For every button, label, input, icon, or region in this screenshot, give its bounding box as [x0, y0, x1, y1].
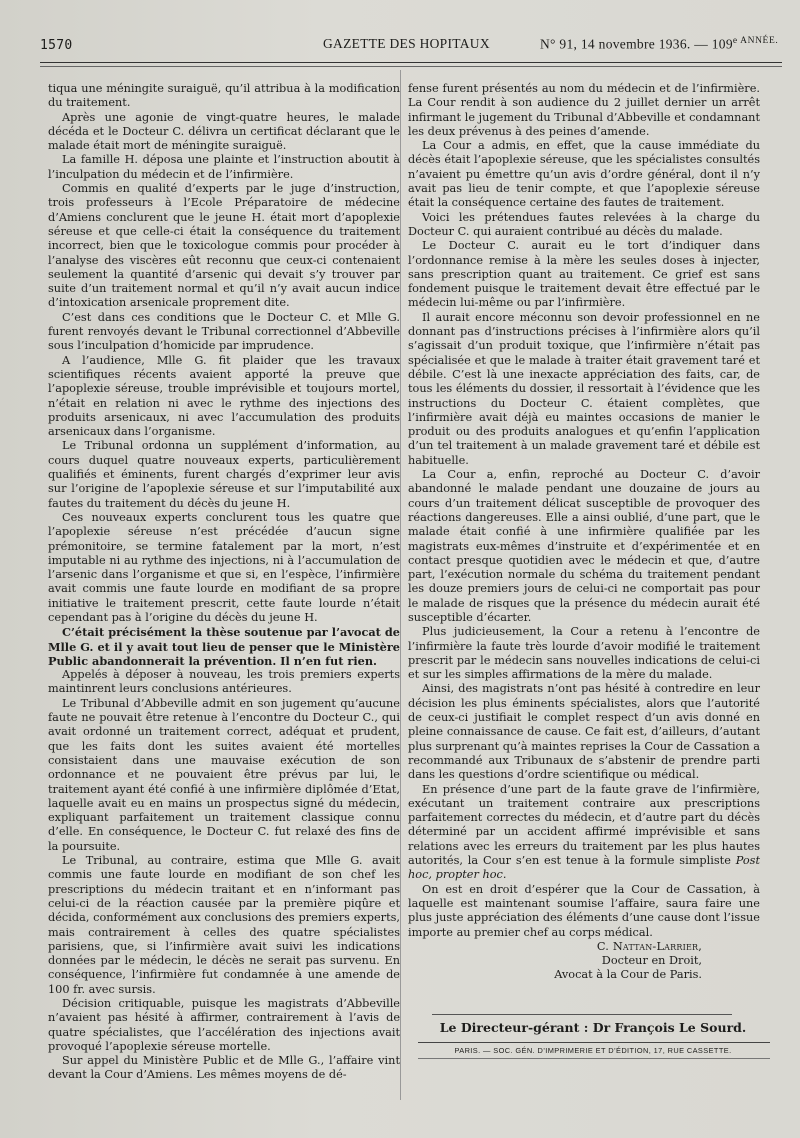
paragraph: Décision critiquable, puisque les magistrats d’Abbeville n’avaient pas hésité à affirmer, contrairement à l’avis de quatre spécialistes, que l’accélération des injections avait provoqué l’apoplexie séreuse mortelle.	[48, 997, 400, 1053]
imprint-rule	[418, 1042, 770, 1043]
paragraph: Le Tribunal d’Abbeville admit en son jugement qu’aucune faute ne pouvait être retenue à l’encontre du Docteur C., qui avait ordonné un traitement correct, adéquat et prudent, que les faits dont les suites avaient été mortelles consistaient dans une mauvaise exécution de son ordonnance et ne pouvaient être prévus par lui, le traitement ayant été confié à une infirmière diplômée d’Etat, laquelle avait eu en mains un prospectus signé du médecin, expliquant parfaitement un traitement classique connu d’elle. En conséquence, le Docteur C. fut relaxé des fins de la poursuite.	[48, 696, 400, 853]
paragraph: Plus judicieusement, la Cour a retenu à l’encontre de l’infirmière la faute très lourde d’avoir modifié le traitement prescrit par le médecin sans nouvelles indications de celui-ci et sur les simples affirmations de la mère du malade.	[408, 625, 760, 682]
signature-name	[408, 940, 760, 954]
paragraph: Appelés à déposer à nouveau, les trois premiers experts maintinrent leurs conclusions antérieures.	[48, 668, 400, 696]
signature-title-2: Avocat à la Cour de Paris.	[554, 968, 702, 982]
header-rule	[40, 62, 782, 63]
paragraph: Le Docteur C. aurait eu le tort d’indiquer dans l’ordonnance remise à la mère les seules doses à injecter, sans prescription quant au traitement. Ce grief est sans fondement puisque le traitement devait être effectué par le médecin lui-même ou par l’infirmière.	[408, 239, 760, 310]
paragraph	[408, 783, 760, 883]
paragraph-emphasis: C’était précisément la thèse soutenue par l’avocat de Mlle G. et il y avait tout lieu de penser que le Ministère Public abandonnerait la prévention. Il n’en fut rien.	[48, 625, 400, 668]
paragraph: Après une agonie de vingt-quatre heures, le malade décéda et le Docteur C. délivra un certificat déclarant que le malade était mort de méningite suraiguë.	[48, 110, 400, 153]
signature-title: Docteur en Droit,	[601, 954, 702, 968]
paragraph: Il aurait encore méconnu son devoir professionnel en ne donnant pas d’instructions précises à l’infirmière alors qu’il s’agissait d’un produit toxique, que l’infirmière n’était pas spécialisée et que le malade à traiter était gravement taré et débile. C’est là une inexacte appréciation des faits, car, de tous les éléments du dossier, il ressortait à l’évidence que les instructions du Docteur C. étaient complètes, que l’infirmière avait déjà eu maintes occasions de manier le produit ou des produits analogues et qu’enfin l’application d’un tel traitement à un malade gravement taré et débile est habituelle.	[408, 310, 760, 467]
paragraph: Ainsi, des magistrats n’ont pas hésité à contredire en leur décision les plus éminents spécialistes, alors que l’autorité de ceux-ci justifiait le complet respect d’un avis donné en pleine connaissance de cause. Ce fait est, d’ailleurs, d’autant plus surprenant qu’à maintes reprises la Cour de Cassation a recommandé aux Tribunaux de s’abstenir de prendre parti dans les questions d’ordre scientifique ou médical.	[408, 682, 760, 782]
column-divider	[400, 70, 401, 1100]
paragraph: La Cour a, enfin, reproché au Docteur C. d’avoir abandonné le malade pendant une douzaine de jours au cours d’un traitement délicat susceptible de provoquer des réactions dangereuses. Elle a ainsi oublié, d’une part, que le malade était confié à une infirmière qualifiée par les magistrats eux-mêmes d’instruite et d’expérimentée et en contact presque quotidien avec le médecin et que, d’autre part, l’exécution normale du schéma du traitement pendant les douze premiers jours de celui-ci ne comportait pas pour le malade de risques que la présence du médecin aurait été susceptible d’écarter.	[408, 468, 760, 624]
paragraph: La famille H. déposa une plainte et l’instruction aboutit à l’inculpation du médecin et de l’infirmière.	[48, 153, 400, 181]
paragraph: fense furent présentés au nom du médecin et de l’infirmière. La Cour rendit à son audience du 2 juillet dernier un arrêt infirmant le jugement du Tribunal d’Abbeville et condamnant les deux prévenus à des peines d’amende.	[408, 82, 760, 138]
latin-formula: Post hoc, propter hoc.	[408, 854, 760, 882]
paragraph: Commis en qualité d’experts par le juge d’instruction, trois professeurs à l’Ecole Préparatoire de médecine d’Amiens conclurent que le jeune H. était mort d’apoplexie séreuse et que celle-ci était la conséquence du traitement incorrect, bien que le toxicologue commis pour procéder à l’analyse des viscères eût reconnu que ceux-ci contenaient seulement la quantité d’arsenic qui devait s’y trouver par suite d’un traitement normal et qu’il n’y avait aucun indice d’intoxication arsenicale proprement dite.	[48, 182, 400, 310]
director-line: Le Directeur-gérant : Dr François Le Sourd.	[439, 1020, 747, 1035]
paragraph: A l’audience, Mlle G. fit plaider que les travaux scientifiques récents avaient apporté la preuve que l’apoplexie séreuse, trouble imprévisible et toujours mortel, n’était en relation ni avec le rythme des injections des produits arsenicaux, ni avec l’accumulation des produits arsenicaux dans l’organisme.	[48, 353, 400, 439]
issue-annee: e ANNÉE.	[732, 36, 779, 46]
paragraph: Le Tribunal ordonna un supplément d’information, au cours duquel quatre nouveaux experts, particulièrement qualifiés et éminents, furent chargés d’exprimer leur avis sur l’origine de l’apoplexie séreuse et sur l’imputabilité aux fautes du traitement du décès du jeune H.	[48, 439, 400, 510]
footer-rule	[432, 1014, 732, 1015]
issue-line	[540, 36, 778, 53]
paragraph: Le Tribunal, au contraire, estima que Mlle G. avait commis une faute lourde en modifiant de son chef les prescriptions du médecin traitant et en n’informant pas celui-ci de la réaction causée par la première piqûre et décida, conformément aux conclusions des premiers experts, mais contrairement à celles des quatre spécialistes parisiens, que, si l’infirmière avait suivi les indications données par le médecin, le décès ne serait pas survenu. En conséquence, l’infirmière fut condamnée à une amende de 100 fr. avec sursis.	[48, 854, 400, 996]
paragraph: Voici les prétendues fautes relevées à la charge du Docteur C. qui auraient contribué au décès du malade.	[408, 210, 760, 238]
page-number: 1570	[40, 38, 73, 53]
author-name: C. Nattan-Larrier,	[596, 939, 702, 953]
left-column	[48, 82, 400, 1083]
page-header	[40, 34, 782, 56]
header-rule-thin	[40, 66, 782, 67]
issue-text: N° 91, 14 novembre 1936. — 109	[540, 36, 733, 52]
paragraph: Sur appel du Ministère Public et de Mlle G., l’affaire vint devant la Cour d’Amiens. Les mêmes moyens de dé-	[48, 1054, 400, 1082]
imprint-rule-bottom	[418, 1058, 770, 1059]
imprint-line: PARIS. — SOC. GÉN. D’IMPRIMERIE ET D’ÉDITION, 17, RUE CASSETTE.	[454, 1046, 732, 1055]
journal-title: GAZETTE DES HOPITAUX	[323, 36, 490, 51]
paragraph-text: En présence d’une part de la faute grave de l’infirmière, exécutant un traitement contraire aux prescriptions parfaitement correctes du médecin, et d’autre part du décès déterminé par un accident affirmé imprévisible et sans relations avec les erreurs du traitement par les plus hautes autorités, la Cour s’en est tenue à la formule simpliste	[408, 782, 760, 868]
paragraph: Ces nouveaux experts conclurent tous les quatre que l’apoplexie séreuse n’est précédée d’aucun signe prémonitoire, se termine fatalement par la mort, n’est imputable ni au rythme des injections, ni à l’accumulation de l’arsenic dans l’organisme et que si, en l’espèce, l’infirmière avait commis une faute lourde en modifiant de sa propre initiative le traitement prescrit, cette faute lourde n’était cependant pas à l’origine du décès du jeune H.	[48, 510, 400, 624]
paragraph: C’est dans ces conditions que le Docteur C. et Mlle G. furent renvoyés devant le Tribunal correctionnel d’Abbeville sous l’inculpation d’homicide par imprudence.	[48, 310, 400, 353]
right-column	[408, 82, 760, 983]
paragraph: On est en droit d’espérer que la Cour de Cassation, à laquelle est maintenant soumise l’affaire, saura faire une plus juste appréciation des éléments d’une cause dont l’issue importe au premier chef au corps médical.	[408, 882, 760, 939]
paragraph: tiqua une méningite suraiguë, qu’il attribua à la modification du traitement.	[48, 82, 400, 110]
paragraph: La Cour a admis, en effet, que la cause immédiate du décès était l’apoplexie séreuse, que les spécialistes consultés n’avaient pu émettre qu’un avis d’ordre général, dont il n’y avait pas lieu de tenir compte, et que l’apoplexie séreuse était la conséquence certaine des fautes de traitement.	[408, 139, 760, 210]
